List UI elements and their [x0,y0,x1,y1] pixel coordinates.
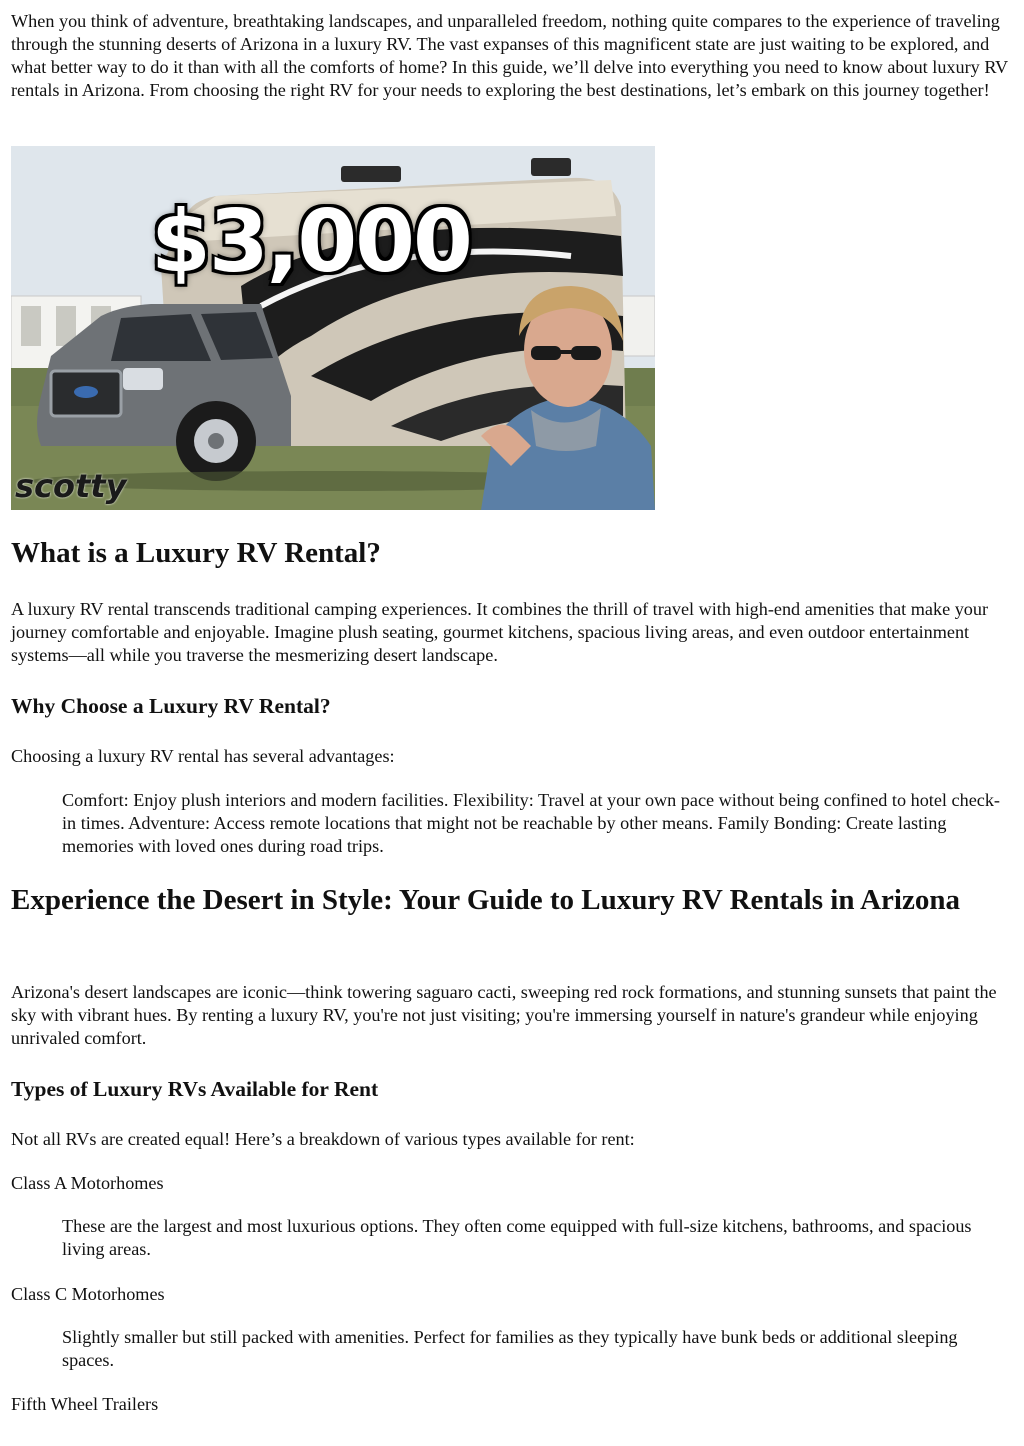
advantages-blockquote: Comfort: Enjoy plush interiors and modern facilities. Flexibility: Travel at your own pace without being confined to hotel check-in times. Adventure: Access remote locations that might not be reachable by other means. Family Bonding: Create lasting memories with loved ones during road trips. [62,790,1000,856]
rv-type-description: These are the largest and most luxurious options. They often come equipped with full-size kitchens, bathrooms, and spacious living areas. [62,1216,972,1259]
price-overlay: $3,000 [151,192,471,292]
rv-type-term: Fifth Wheel Trailers [11,1394,159,1414]
section1-paragraph: A luxury RV rental transcends traditional camping experiences. It combines the thrill of travel with high-end amenities that make your journey comfortable and enjoyable. Imagine plush seating, gourmet kitchens, spacious living areas, and even outdoor entertainment systems—all while you traverse the mesmerizing desert landscape. [11,599,989,665]
rv-type-term: Class A Motorhomes [11,1173,164,1193]
rv-type-term: Class C Motorhomes [11,1284,165,1304]
heading-what-is-luxury-rv: What is a Luxury RV Rental? [11,537,381,569]
brand-logo: scotty [15,467,127,505]
section4-lead: Not all RVs are created equal! Here’s a breakdown of various types available for rent: [11,1129,635,1149]
heading-types-of-rvs: Types of Luxury RVs Available for Rent [11,1077,379,1101]
section2-lead: Choosing a luxury RV rental has several advantages: [11,746,395,766]
rv-type-description: Slightly smaller but still packed with amenities. Perfect for families as they typically have bunk beds or additional sleeping spaces. [62,1327,958,1370]
hero-image [11,146,655,510]
heading-why-choose: Why Choose a Luxury RV Rental? [11,694,331,718]
heading-experience-desert: Experience the Desert in Style: Your Guide to Luxury RV Rentals in Arizona [11,884,960,916]
section3-paragraph: Arizona's desert landscapes are iconic—think towering saguaro cacti, sweeping red rock formations, and stunning sunsets that paint the sky with vibrant hues. By renting a luxury RV, you're not just visiting; you're immersing yourself in nature's grandeur while enjoying unrivaled comfort. [11,982,997,1048]
intro-paragraph: When you think of adventure, breathtaking landscapes, and unparalleled freedom, nothing quite compares to the experience of traveling through the stunning deserts of Arizona in a luxury RV. The vast expanses of this magnificent state are just waiting to be explored, and what better way to do it than with all the comforts of home? In this guide, we’ll delve into everything you need to know about luxury RV rentals in Arizona. From choosing the right RV for your needs to exploring the best destinations, let’s embark on this journey together! [11,11,1008,100]
